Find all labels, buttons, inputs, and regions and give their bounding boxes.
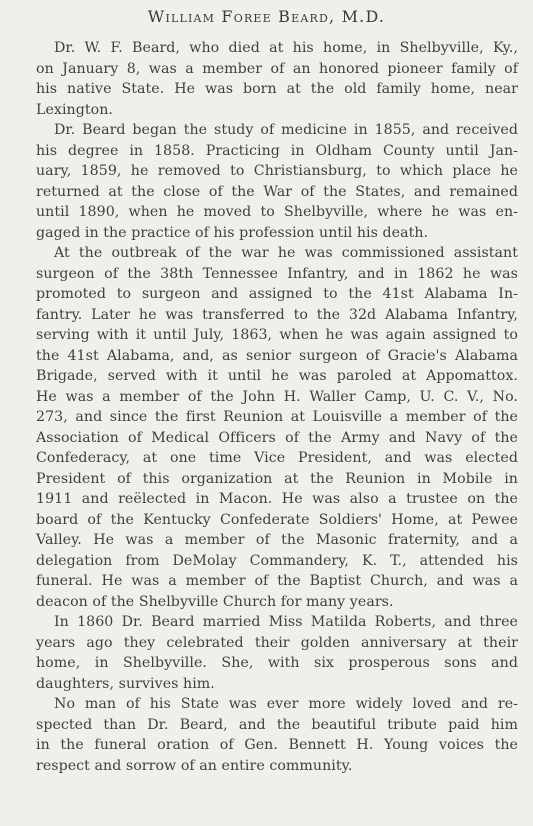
text-line: home, in Shelbyville. She, with six prosperous sons and: [36, 655, 518, 671]
text-line: Dr. Beard began the study of medicine in 1855, and received: [54, 122, 518, 138]
text-line: In 1860 Dr. Beard married Miss Matilda Roberts, and three: [54, 614, 518, 630]
paragraph-intro: [18, 38, 518, 120]
text-line: gaged in the practice of his profession until his death.: [36, 224, 429, 241]
text-line: serving with it until July, 1863, when he was again assigned to: [36, 327, 518, 343]
paragraph-tribute: [18, 694, 518, 776]
text-line: promoted to surgeon and assigned to the 41st Alabama In-: [36, 286, 518, 302]
text-line: fantry. Later he was transferred to the 32d Alabama Infantry,: [36, 306, 518, 323]
text-line: board of the Kentucky Confederate Soldiers' Home, at Pewee: [36, 511, 518, 528]
text-line: Confederacy, at one time Vice President, and was elected: [36, 450, 518, 466]
text-line: He was a member of the John H. Waller Camp, U. C. V., No.: [36, 388, 518, 405]
text-line: 1911 and reëlected in Macon. He was also a trustee on the: [36, 491, 518, 507]
text-line: his degree in 1858. Practicing in Oldham County until Jan-: [36, 142, 518, 159]
text-line: years ago they celebrated their golden anniversary at their: [36, 634, 518, 651]
text-line: Lexington.: [36, 101, 113, 118]
text-line: spected than Dr. Beard, and the beautiful tribute paid him: [36, 716, 518, 733]
text-line: his native State. He was born at the old family home, near: [36, 81, 518, 97]
text-line: At the outbreak of the war he was commissioned assistant: [54, 245, 518, 261]
text-line: No man of his State was ever more widely loved and re-: [54, 696, 518, 712]
text-line: funeral. He was a member of the Baptist Church, and was a: [36, 573, 518, 589]
paragraph-medical-career: [18, 120, 518, 243]
paragraph-military-service: [18, 243, 518, 612]
text-line: on January 8, was a member of an honored pioneer family of: [36, 60, 518, 77]
text-line: surgeon of the 38th Tennessee Infantry, and in 1862 he was: [36, 265, 518, 282]
text-line: deacon of the Shelbyville Church for many years.: [36, 593, 394, 610]
article-title: William Foree Beard, M.D.: [147, 7, 386, 26]
text-line: Brigade, served with it until he was paroled at Appomattox.: [36, 368, 518, 384]
text-line: in the funeral oration of Gen. Bennett H. Young voices the: [36, 737, 518, 753]
paragraph-marriage: [18, 612, 518, 694]
text-line: until 1890, when he moved to Shelbyville, where he was en-: [36, 204, 518, 220]
text-line: Association of Medical Officers of the Army and Navy of the: [36, 429, 518, 446]
text-line: returned at the close of the War of the States, and remained: [36, 183, 518, 200]
text-line: daughters, survives him.: [36, 675, 215, 692]
article-body: [18, 38, 518, 776]
text-line: delegation from DeMolay Commandery, K. T., attended his: [36, 552, 518, 569]
text-line: the 41st Alabama, and, as senior surgeon of Gracie's Alabama: [36, 347, 518, 364]
text-line: President of this organization at the Reunion in Mobile in: [36, 470, 518, 487]
text-line: Valley. He was a member of the Masonic fraternity, and a: [36, 532, 518, 548]
text-line: Dr. W. F. Beard, who died at his home, in Shelbyville, Ky.,: [54, 40, 518, 56]
text-line: respect and sorrow of an entire community.: [36, 757, 353, 774]
text-line: 273, and since the first Reunion at Louisville a member of the: [36, 409, 518, 425]
text-line: uary, 1859, he removed to Christiansburg, to which place he: [36, 163, 518, 179]
